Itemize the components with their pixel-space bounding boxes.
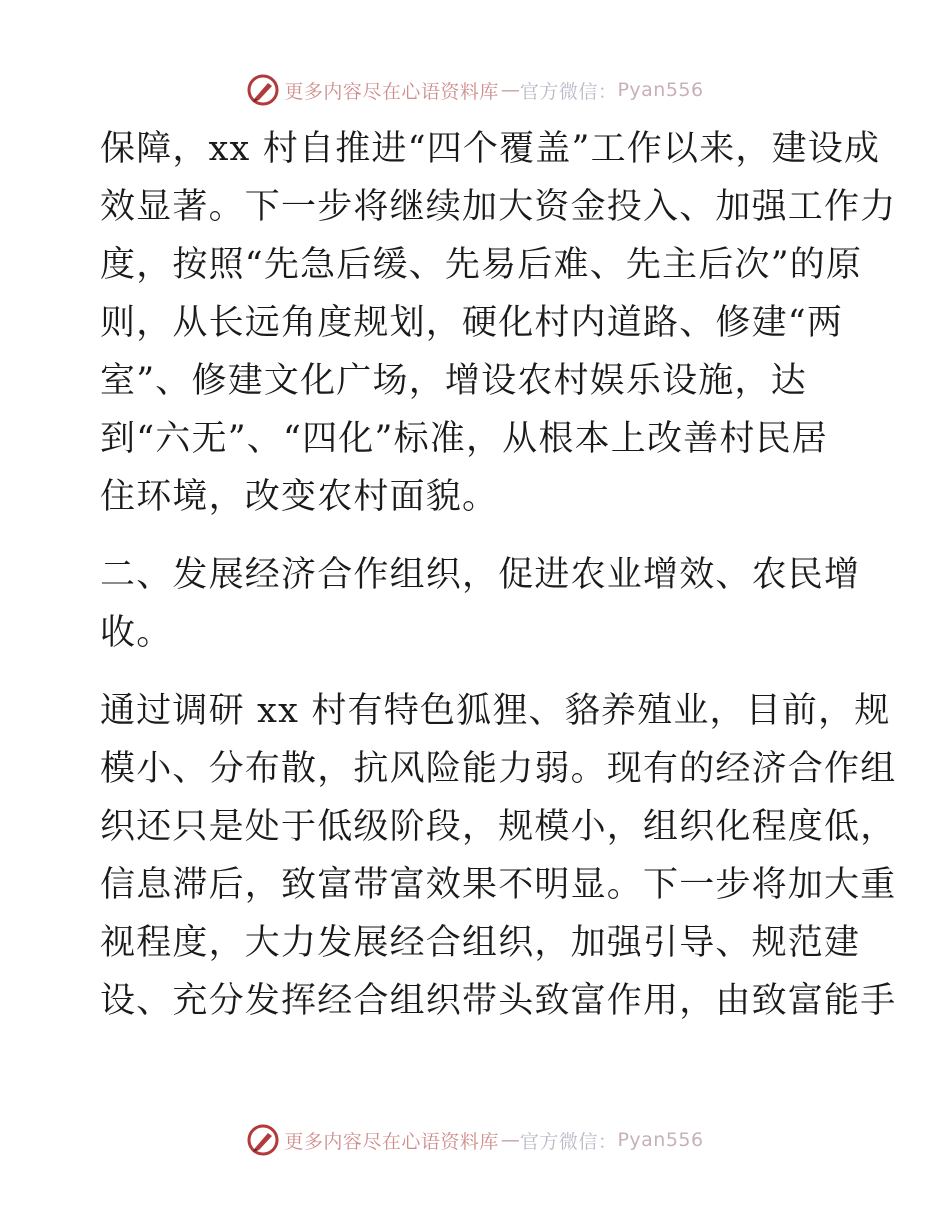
watermark-header — [0, 70, 950, 110]
paragraph-gap — [100, 662, 860, 682]
text-line: 度，按照“先急后缓、先易后难、先主后次”的原 — [100, 245, 863, 285]
watermark-text: 更多内容尽在心语资料库 — [284, 1130, 499, 1153]
text-line: 视程度，大力发展经合组织，加强引导、规范建 — [100, 923, 861, 963]
paragraph-gap — [100, 526, 860, 546]
heading-line: 收。 — [100, 613, 173, 653]
watermark-dash: — — [500, 79, 518, 101]
paragraph-2 — [100, 682, 897, 1030]
watermark-contact-label: 官方微信： — [519, 80, 618, 103]
heading-line: 二、发展经济合作组织，促进农业增效、农民增 — [100, 555, 861, 595]
document-body — [100, 120, 897, 1030]
text-line: 保障，xx 村自推进“四个覆盖”工作以来，建设成 — [100, 129, 881, 169]
text-line: 住环境，改变农村面貌。 — [100, 477, 499, 517]
paragraph-1 — [100, 120, 897, 526]
watermark-text: 更多内容尽在心语资料库 — [284, 80, 499, 103]
watermark-footer — [0, 1120, 950, 1160]
pen-logo-icon — [246, 73, 280, 107]
text-line: 信息滞后，致富带富效果不明显。下一步将加大重 — [100, 865, 897, 905]
section-heading-2 — [100, 546, 860, 662]
text-line: 模小、分布散，抗风险能力弱。现有的经济合作组 — [100, 749, 897, 789]
text-line: 到“六无”、“四化”标准，从根本上改善村民居 — [100, 419, 828, 459]
text-line: 则，从长远角度规划，硬化村内道路、修建“两 — [100, 303, 844, 343]
text-line: 室”、修建文化广场，增设农村娱乐设施，达 — [100, 361, 807, 401]
watermark-contact-id: Pyan556 — [617, 79, 704, 101]
watermark-contact-label: 官方微信： — [519, 1130, 618, 1153]
text-line: 效显著。下一步将继续加大资金投入、加强工作力 — [100, 187, 897, 227]
text-line: 织还只是处于低级阶段，规模小，组织化程度低， — [100, 807, 897, 847]
text-line: 通过调研 xx 村有特色狐狸、貉养殖业，目前，规 — [100, 691, 891, 731]
watermark-dash: — — [500, 1129, 518, 1151]
pen-logo-icon — [246, 1123, 280, 1157]
watermark-contact-id: Pyan556 — [617, 1129, 704, 1151]
text-line: 设、充分发挥经合组织带头致富作用，由致富能手 — [100, 981, 897, 1021]
